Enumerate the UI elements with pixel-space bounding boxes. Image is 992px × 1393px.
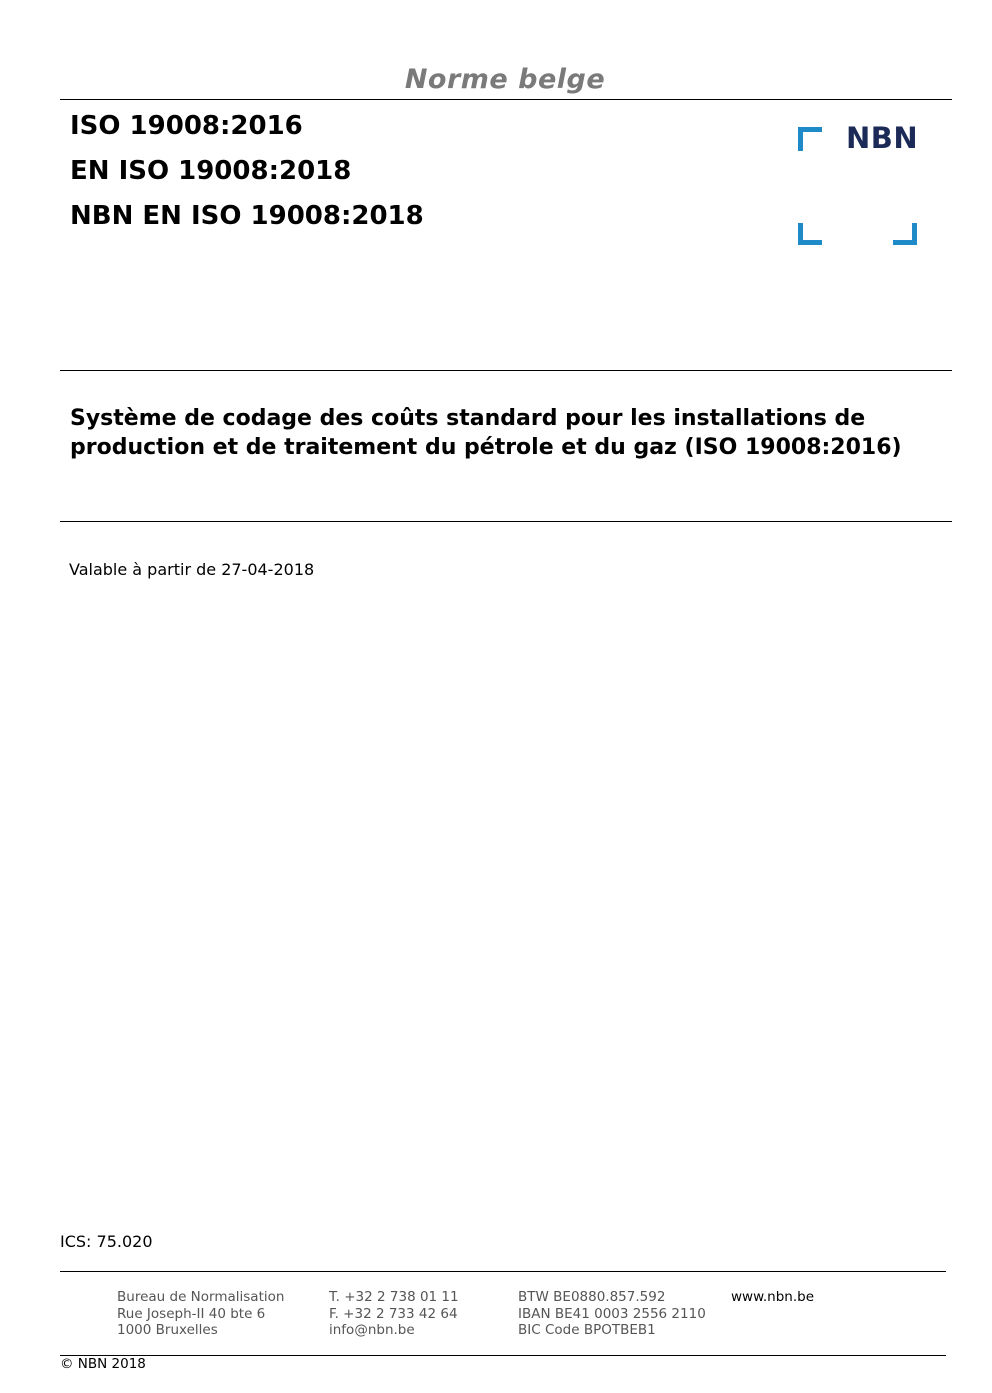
address-line: Rue Joseph-II 40 bte 6 (117, 1305, 266, 1322)
standard-en-iso: EN ISO 19008:2018 (70, 156, 352, 186)
title-top-divider (60, 370, 952, 371)
footer-bank (518, 1289, 706, 1339)
ics-code: ICS: 75.020 (60, 1232, 153, 1251)
footer-contact (329, 1289, 459, 1339)
email-link[interactable]: info@nbn.be (329, 1322, 415, 1338)
website-link[interactable]: www.nbn.be (731, 1289, 815, 1305)
standard-nbn-en-iso: NBN EN ISO 19008:2018 (70, 201, 424, 231)
top-divider (60, 99, 952, 100)
title-bottom-divider (60, 521, 952, 522)
logo-text: NBN (846, 121, 919, 155)
standard-iso: ISO 19008:2016 (70, 111, 303, 141)
logo-corner-bottom-right (893, 240, 917, 245)
address-line: 1000 Bruxelles (117, 1322, 218, 1338)
logo-corner-bottom-left (798, 240, 822, 245)
norme-belge-heading: Norme belge (404, 64, 606, 95)
valid-from-date: Valable à partir de 27-04-2018 (69, 560, 315, 579)
footer-top-divider (60, 1271, 946, 1272)
vat-number: BTW BE0880.857.592 (518, 1289, 666, 1305)
phone-number: T. +32 2 738 01 11 (329, 1289, 459, 1305)
fax-number: F. +32 2 733 42 64 (329, 1305, 458, 1322)
iban-number: IBAN BE41 0003 2556 2110 (518, 1305, 706, 1322)
footer-bottom-divider (60, 1355, 946, 1356)
logo-corner-top-left-v (798, 127, 803, 151)
document-title: Système de codage des coûts standard pour les installations de production et de traitement du pétrole et du gaz (ISO 19008:2016) (70, 406, 902, 460)
bic-code: BIC Code BPOTBEB1 (518, 1322, 656, 1338)
copyright: © NBN 2018 (60, 1356, 146, 1372)
footer-address (117, 1289, 284, 1339)
address-line: Bureau de Normalisation (117, 1289, 285, 1305)
